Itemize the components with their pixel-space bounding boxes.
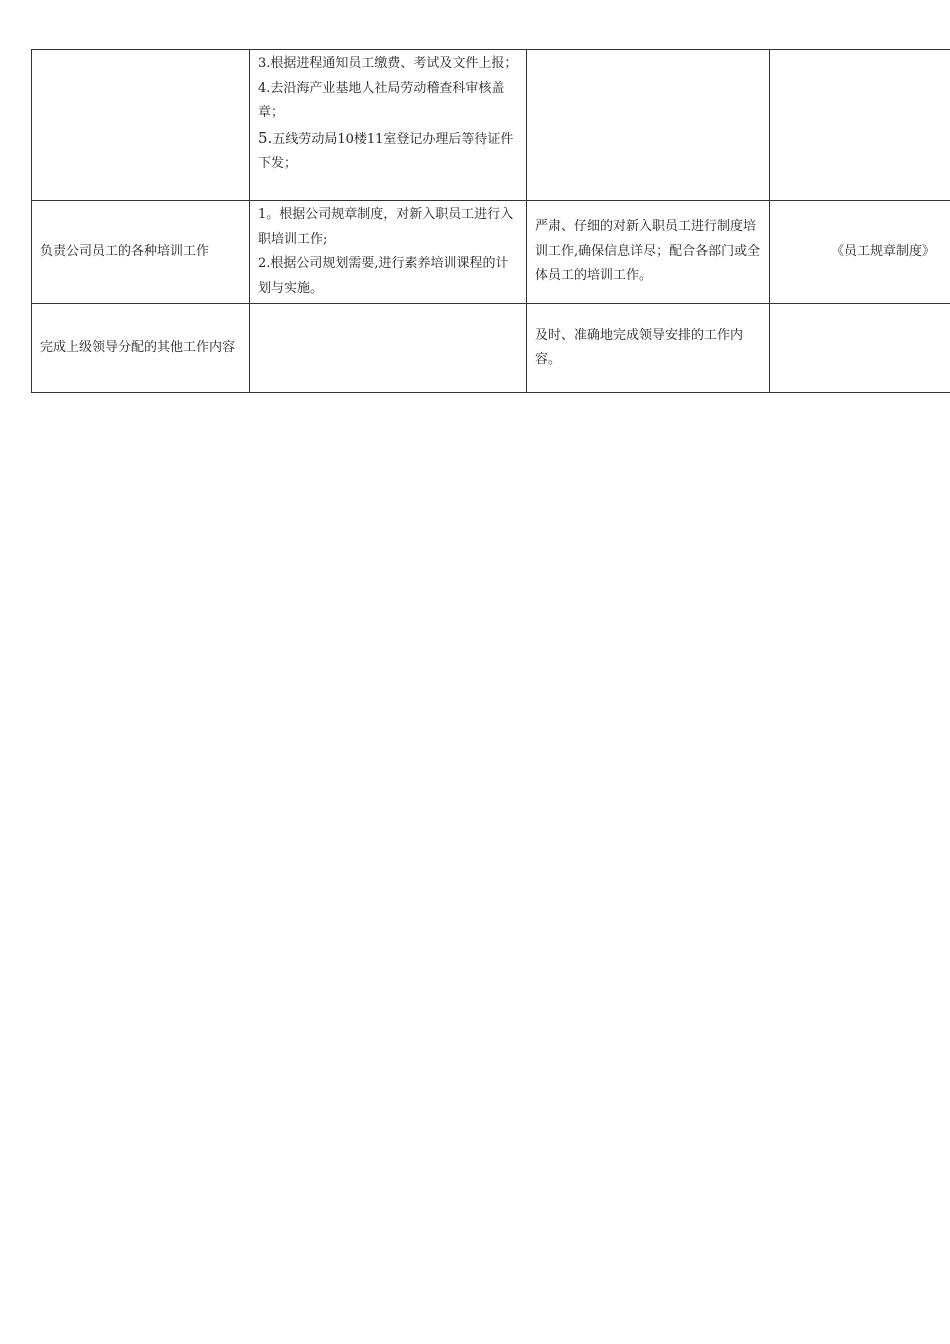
reference-cell — [770, 50, 950, 201]
steps-cell — [250, 304, 527, 393]
step-item — [258, 126, 518, 177]
duty-cell: 完成上级领导分配的其他工作内容 — [32, 304, 250, 393]
reference-cell — [770, 304, 950, 393]
step-item: 2.根据公司规划需要,进行素养培训课程的计划与实施。 — [258, 256, 509, 296]
standard-cell: 严肃、仔细的对新入职员工进行制度培训工作,确保信息详尽；配合各部门或全体员工的培训工作。 — [527, 201, 770, 304]
standard-cell: 及时、准确地完成领导安排的工作内容。 — [527, 304, 770, 393]
steps-cell — [250, 50, 527, 201]
duty-cell: 负责公司员工的各种培训工作 — [32, 201, 250, 304]
table-row — [32, 50, 950, 201]
standard-cell — [527, 50, 770, 201]
table-row — [32, 201, 950, 304]
step-text: 五线劳动局10楼11室登记办理后等待证件下发； — [258, 131, 514, 171]
step-item: 3.根据进程通知员工缴费、考试及文件上报； — [258, 56, 518, 71]
steps-cell — [250, 201, 527, 304]
table-row — [32, 304, 950, 393]
duty-cell — [32, 50, 250, 201]
step-item: 1。根据公司规章制度，对新入职员工进行入职培训工作; — [258, 207, 514, 247]
step-number: 5. — [258, 128, 273, 147]
step-item: 4.去沿海产业基地人社局劳动稽查科审核盖章； — [258, 80, 505, 120]
responsibility-table — [31, 49, 950, 393]
reference-cell: 《员工规章制度》 — [770, 201, 950, 304]
